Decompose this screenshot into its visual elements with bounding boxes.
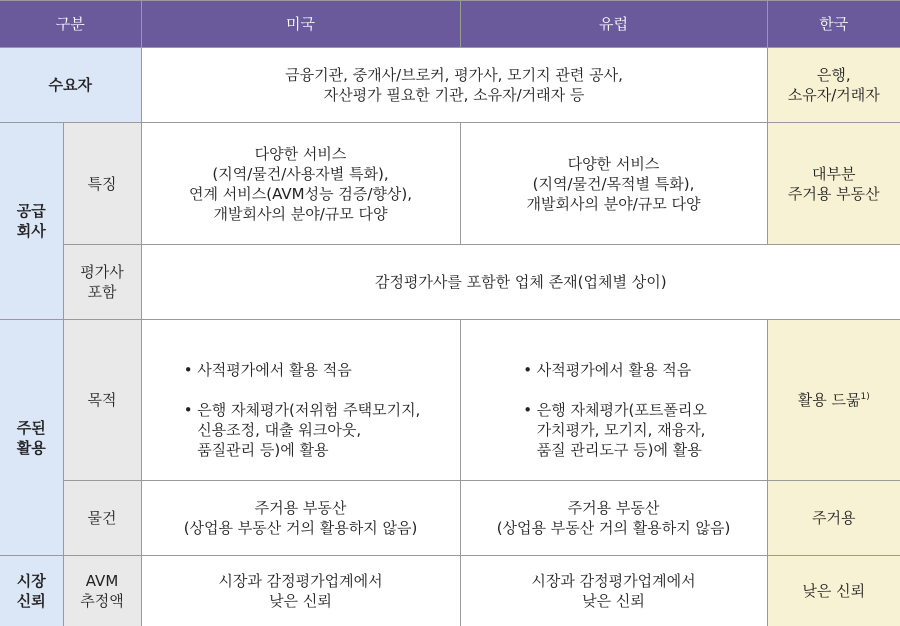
list-item: • 은행 자체평가(포트폴리오 가치평가, 모기지, 재융자, 품질 관리도구 등)에 활용 — [520, 400, 707, 460]
market-europe: 시장과 감정평가업계에서 낮은 신뢰 — [460, 556, 767, 626]
property-label: 물건 — [63, 481, 141, 556]
row-usage-purpose — [0, 320, 900, 481]
property-europe: 주거용 부동산 (상업용 부동산 거의 활용하지 않음) — [460, 481, 767, 556]
appraiser-all: 감정평가사를 포함한 업체 존재(업체별 상이) — [141, 245, 900, 320]
purpose-label: 목적 — [63, 320, 141, 481]
features-europe: 다양한 서비스 (지역/물건/목적별 특화), 개발회사의 분야/규모 다양 — [460, 123, 767, 245]
row-supplier-features — [0, 123, 900, 245]
purpose-usa — [141, 320, 460, 481]
usage-label: 주된 활용 — [0, 320, 63, 556]
purpose-europe — [460, 320, 767, 481]
row-market-trust — [0, 556, 900, 626]
purpose-korea-text: 활용 드묾 — [798, 391, 861, 409]
property-korea: 주거용 — [767, 481, 900, 556]
row-usage-property — [0, 481, 900, 556]
footnote-marker: 1) — [861, 392, 870, 402]
market-korea: 낮은 신뢰 — [767, 556, 900, 626]
features-usa: 다양한 서비스 (지역/물건/사용자별 특화), 연계 서비스(AVM성능 검증/향상), 개발회사의 분야/규모 다양 — [141, 123, 460, 245]
features-korea: 대부분 주거용 부동산 — [767, 123, 900, 245]
row-demand — [0, 48, 900, 123]
header-category: 구분 — [0, 1, 141, 48]
market-label: 시장 신뢰 — [0, 556, 63, 626]
property-usa: 주거용 부동산 (상업용 부동산 거의 활용하지 않음) — [141, 481, 460, 556]
header-europe: 유럽 — [460, 1, 767, 48]
list-item: • 사적평가에서 활용 적음 — [520, 360, 707, 380]
purpose-korea — [767, 320, 900, 481]
market-sub-label: AVM 추정액 — [63, 556, 141, 626]
list-item: • 은행 자체평가(저위험 주택모기지, 신용조정, 대출 워크아웃, 품질관리 등)에 활용 — [181, 400, 421, 460]
supplier-label: 공급 회사 — [0, 123, 63, 320]
header-usa: 미국 — [141, 1, 460, 48]
demand-label: 수요자 — [0, 48, 141, 123]
list-item: • 사적평가에서 활용 적음 — [181, 360, 421, 380]
features-label: 특징 — [63, 123, 141, 245]
demand-korea: 은행, 소유자/거래자 — [767, 48, 900, 123]
header-row — [0, 1, 900, 48]
market-usa: 시장과 감정평가업계에서 낮은 신뢰 — [141, 556, 460, 626]
demand-us-eu: 금융기관, 중개사/브로커, 평가사, 모기지 관련 공사, 자산평가 필요한 기관, 소유자/거래자 등 — [141, 48, 767, 123]
row-supplier-appraiser — [0, 245, 900, 320]
header-korea: 한국 — [767, 1, 900, 48]
appraiser-label: 평가사 포함 — [63, 245, 141, 320]
